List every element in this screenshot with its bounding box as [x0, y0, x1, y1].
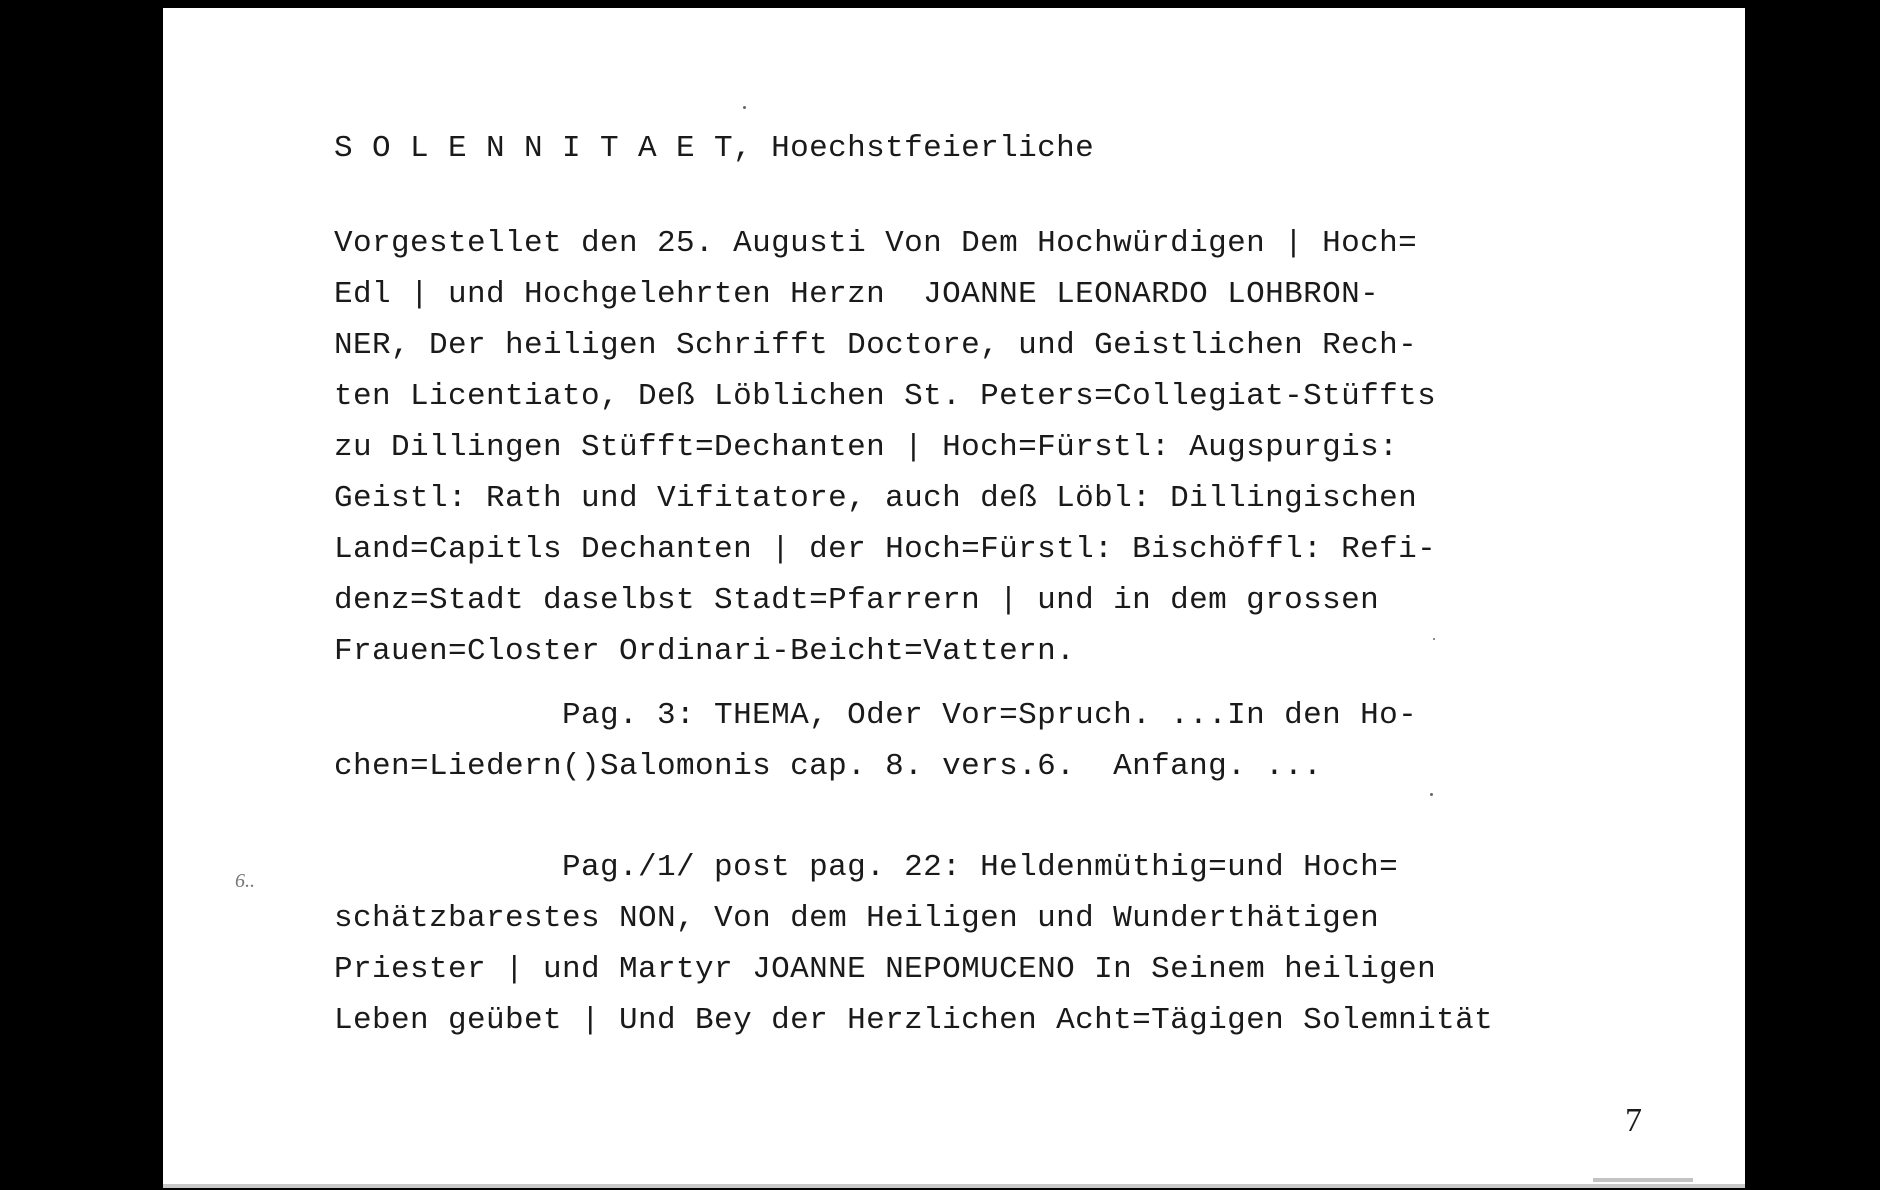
paragraph-non	[334, 842, 1493, 1046]
document-heading: S O L E N N I T A E T, Hoechstfeierliche	[334, 131, 1095, 166]
text-line: zu Dillingen Stüfft=Dechanten | Hoch=Fürstl: Augspurgis:	[334, 430, 1399, 465]
page-number: 7	[1625, 1102, 1642, 1139]
scan-smudge	[1593, 1178, 1693, 1182]
text-line: chen=Liedern()Salomonis cap. 8. vers.6. Anfang. ...	[334, 749, 1323, 784]
paragraph-thema	[334, 690, 1417, 792]
text-line: Priester | und Martyr JOANNE NEPOMUCENO In Seinem heiligen	[334, 952, 1437, 987]
text-line: denz=Stadt daselbst Stadt=Pfarrern | und in dem grossen	[334, 583, 1380, 618]
text-line: Pag. 3: THEMA, Oder Vor=Spruch. ...In den Ho-	[334, 698, 1418, 733]
page-bottom-edge	[163, 1184, 1745, 1188]
text-line: Geistl: Rath und Vifitatore, auch deß Löbl: Dillingischen	[334, 481, 1418, 516]
text-line: schätzbarestes NON, Von dem Heiligen und Wunderthätigen	[334, 901, 1380, 936]
text-line: Land=Capitls Dechanten | der Hoch=Fürstl: Bischöffl: Refi-	[334, 532, 1437, 567]
text-line: Vorgestellet den 25. Augusti Von Dem Hochwürdigen | Hoch=	[334, 226, 1418, 261]
scan-speck	[1430, 793, 1433, 796]
text-line: Pag./1/ post pag. 22: Heldenmüthig=und Hoch=	[334, 850, 1399, 885]
text-line: Frauen=Closter Ordinari-Beicht=Vattern.	[334, 634, 1076, 669]
text-line: ten Licentiato, Deß Löblichen St. Peters=Collegiat-Stüffts	[334, 379, 1437, 414]
text-line: NER, Der heiligen Schrifft Doctore, und Geistlichen Rech-	[334, 328, 1418, 363]
scan-speck	[1433, 638, 1435, 640]
margin-note: 6..	[235, 870, 255, 892]
scan-speck	[743, 106, 746, 109]
paragraph-title-description	[334, 218, 1436, 677]
document-page	[163, 8, 1745, 1188]
text-line: Leben geübet | Und Bey der Herzlichen Acht=Tägigen Solemnität	[334, 1003, 1494, 1038]
text-line: Edl | und Hochgelehrten Herzn JOANNE LEONARDO LOHBRON-	[334, 277, 1380, 312]
